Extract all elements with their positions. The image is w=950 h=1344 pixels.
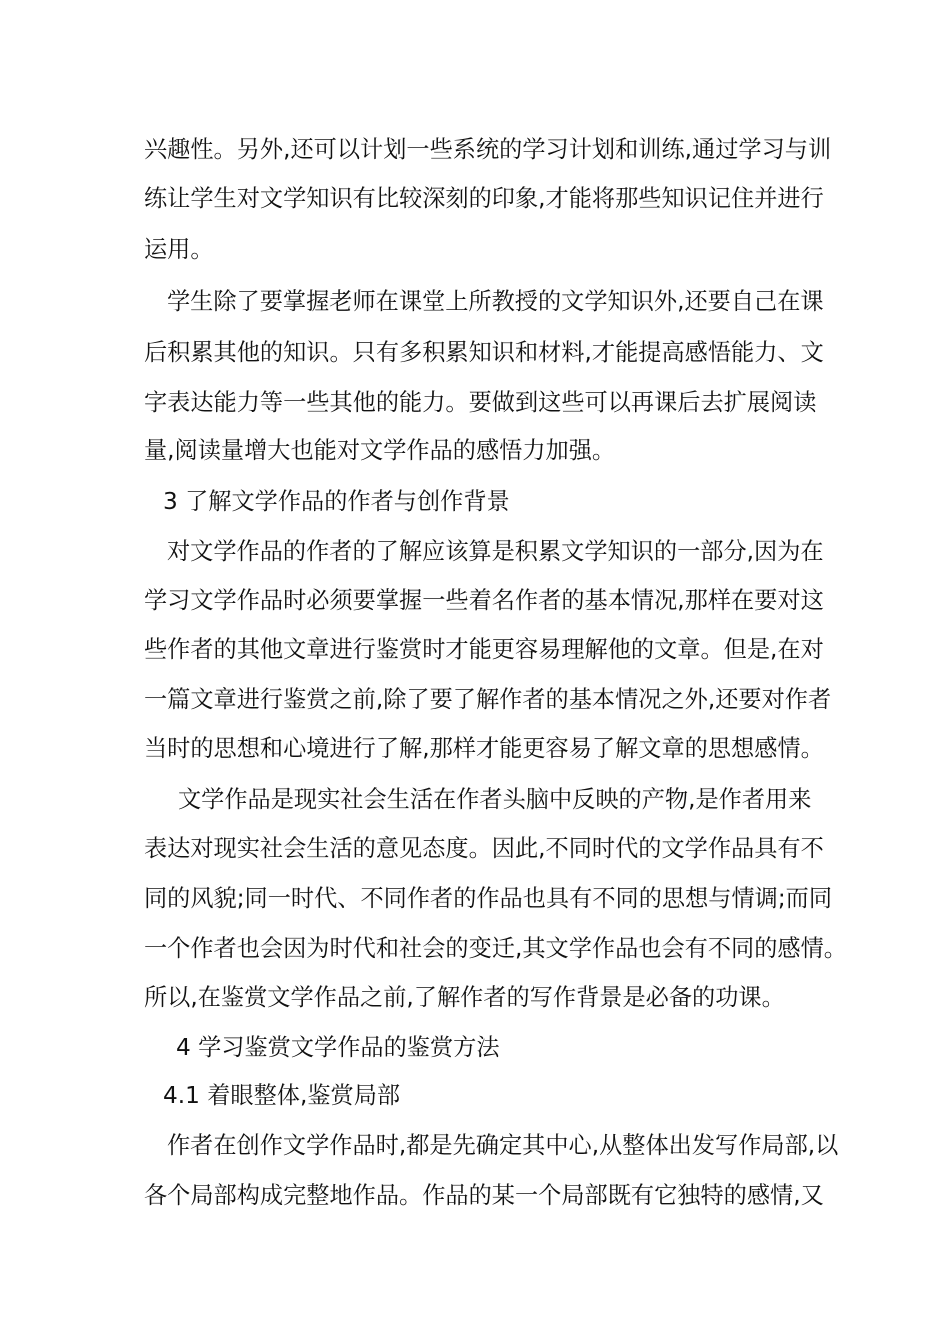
section-heading: 3 了解文学作品的作者与创作背景 <box>163 488 510 515</box>
text-line: 学习文学作品时必须要掌握一些着名作者的基本情况,那样在要对这 <box>144 587 824 614</box>
paragraph-first-line: 文学作品是现实社会生活在作者头脑中反映的产物,是作者用来 <box>178 786 812 813</box>
paragraph-first-line: 对文学作品的作者的了解应该算是积累文学知识的一部分,因为在 <box>167 538 824 565</box>
text-line: 兴趣性。另外,还可以计划一些系统的学习计划和训练,通过学习与训 <box>144 136 832 163</box>
text-line: 表达对现实社会生活的意见态度。因此,不同时代的文学作品具有不 <box>144 835 824 862</box>
section-heading: 4 学习鉴赏文学作品的鉴赏方法 <box>176 1034 500 1061</box>
text-line: 一篇文章进行鉴赏之前,除了要了解作者的基本情况之外,还要对作者 <box>144 686 832 713</box>
text-line: 一个作者也会因为时代和社会的变迁,其文学作品也会有不同的感情。 <box>144 935 847 962</box>
paragraph-first-line: 学生除了要掌握老师在课堂上所教授的文学知识外,还要自己在课 <box>167 288 824 315</box>
text-line: 练让学生对文学知识有比较深刻的印象,才能将那些知识记住并进行 <box>144 185 824 212</box>
subsection-heading: 4.1 着眼整体,鉴赏局部 <box>163 1082 401 1109</box>
text-line: 同的风貌;同一时代、不同作者的作品也具有不同的思想与情调;而同 <box>144 885 833 912</box>
text-line: 当时的思想和心境进行了解,那样才能更容易了解文章的思想感情。 <box>144 735 824 762</box>
text-line: 各个局部构成完整地作品。作品的某一个局部既有它独特的感情,又 <box>144 1182 824 1209</box>
text-line: 字表达能力等一些其他的能力。要做到这些可以再课后去扩展阅读 <box>144 389 817 416</box>
text-line: 运用。 <box>144 236 214 263</box>
text-line: 量,阅读量增大也能对文学作品的感悟力加强。 <box>144 437 616 464</box>
text-line: 所以,在鉴赏文学作品之前,了解作者的写作背景是必备的功课。 <box>144 984 785 1011</box>
paragraph-first-line: 作者在创作文学作品时,都是先确定其中心,从整体出发写作局部,以 <box>167 1132 839 1159</box>
text-line: 些作者的其他文章进行鉴赏时才能更容易理解他的文章。但是,在对 <box>144 636 824 663</box>
text-line: 后积累其他的知识。只有多积累知识和材料,才能提高感悟能力、文 <box>144 339 824 366</box>
